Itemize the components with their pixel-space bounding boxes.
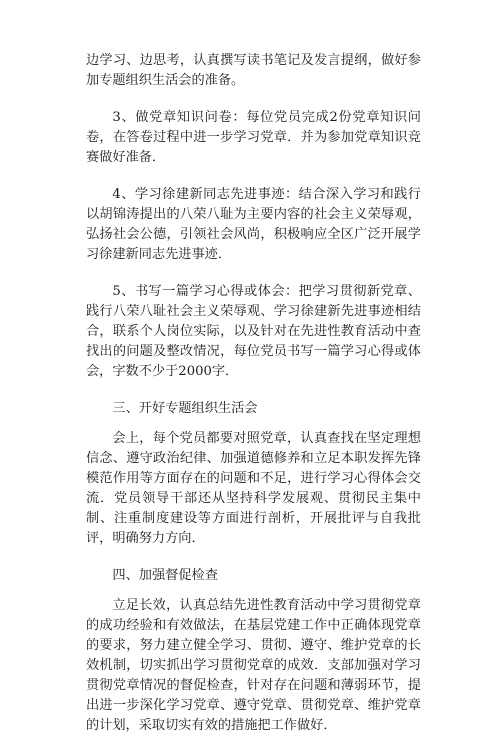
paragraph-item-4-role-model: 4、学习徐建新同志先进事迹：结合深入学习和践行以胡锦涛提出的八荣八耻为主要内容的社会主义荣辱观，弘扬社会公德，引领社会风尚，积极响应全区广泛开展学习徐建新同志先进事迹．: [86, 187, 421, 262]
paragraph-reading-notes: 边学习、边思考，认真撰写读书笔记及发言提纲，做好参加专题组织生活会的准备。: [86, 53, 421, 88]
section-heading-4: 四、加强督促检查: [112, 568, 218, 583]
paragraph-item-5-essay: 5、书写一篇学习心得或体会：把学习贯彻新党章、践行八荣八耻社会主义荣辱观、学习徐建新先进事迹相结合，联系个人岗位实际，以及针对在先进性教育活动中查找出的问题及整改情况，每位党员书写一篇学习心得或体会，字数不少于2000字．: [86, 284, 421, 379]
paragraph-supervision: 立足长效，认真总结先进性教育活动中学习贯彻党章的成功经验和有效做法，在基层党建工作中正确体现党章的要求，努力建立健全学习、贯彻、遵守、维护党章的长效机制，切实抓出学习贯彻党章的成效．支部加强对学习贯彻党章情况的督促检查，针对存在问题和薄弱环节，提出进一步深化学习党章、遵守党章、贯彻党章、维护党章的计划，采取切实有效的措施把工作做好．: [86, 598, 421, 733]
document-page: [86, 51, 421, 736]
paragraph-meeting: 会上，每个党员都要对照党章，认真查找在坚定理想信念、遵守政治纪律、加强道德修养和立足本职发挥先锋模范作用等方面存在的问题和不足，进行学习心得体会交流．党员领导干部还从坚持科学发展观、贯彻民主集中制、注重制度建设等方面进行剖析，开展批评与自我批评，明确努力方向．: [86, 431, 421, 546]
paragraph-item-3-questionnaire: 3、做党章知识问卷：每位党员完成2份党章知识问卷，在答卷过程中进一步学习党章．并为参加党章知识竞赛做好准备．: [86, 110, 421, 165]
section-heading-3: 三、开好专题组织生活会: [112, 401, 258, 416]
